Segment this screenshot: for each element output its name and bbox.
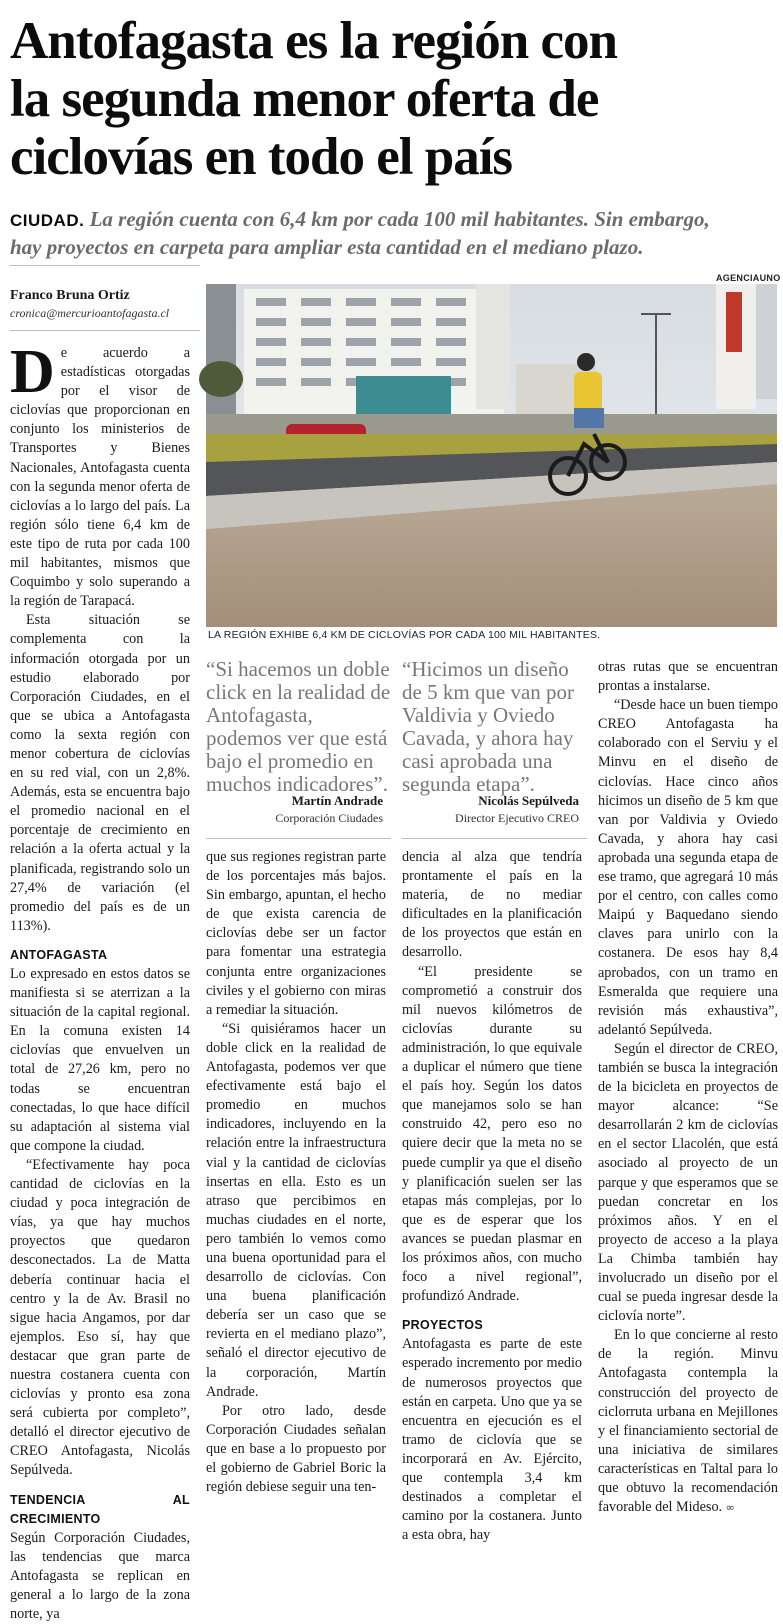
paragraph: e acuerdo a estadísticas otorgadas por el visor de ciclovías que proporcionan en conjunto los ministerios de Transportes y Bienes Nacionales, Antofagasta cuenta con la segunda menor oferta de ciclovías a lo largo del país. La región sólo tiene 6,4 km de este tipo de ruta por cada 100 mil habitantes, mismos que Coquimbo y solo superando a la región de Tarapacá. <box>10 345 190 610</box>
paragraph: “El presidente se comprometió a construir dos mil nuevos kilómetros de ciclovías durante su administración, lo que equivale a duplicar el número que tiene el país hoy. Según los datos que manejamos solo se han construido 42, pero eso no quiere decir que la meta no se puede cumplir ya que el diseño y planificación suelen ser las etapas más complejas, por lo que es de esperar que los avances se puedan plasmar en los próximos años, con mucho foco a nivel regional”, profundizó Andrade. <box>402 963 582 1305</box>
photo-credit: AGENCIAUNO <box>716 273 781 283</box>
paragraph: Lo expresado en estos datos se manifiesta si se aterrizan a la situación de la capital regional. En la comuna existen 14 ciclovías que envuelven un total de 27,26 km, pero no todas se encuentran conectadas, lo que hace difícil su adaptación al sistema vial que compone la ciudad. <box>10 966 190 1154</box>
paragraph: Según el director de CREO, también se busca la integración de la bicicleta en proyectos de mayor alcance: “Se desarrollarán 2 km de ciclovías en el sector Llacolén, que está asociado al proyecto de un parque y que esperamos que se puedan concretar en los próximos años. Y en el proyecto de acceso a la playa La Chimba también hay involucrado un diseño por el cual se pueda ingresar desde la ciclovía norte”. <box>598 1040 778 1325</box>
quote-author-name: Martín Andrade <box>291 793 383 808</box>
pull-quote-text: “Si hacemos un doble click en la realidad de Antofagasta, podemos ver que está bajo el promedio en muchos indicadores”. <box>206 657 391 796</box>
divider <box>10 330 200 331</box>
paragraph: dencia al alza que tendría prontamente el país en la materia, de no mediar dificultades en la planificación de los proyectos que están en desarrollo. <box>402 849 582 961</box>
paragraph: Esta situación se complementa con la información otorgada por un estudio elaborado por Corporación Ciudades, en el que se ubica a Antofagasta como la sexta región con menor cobertura de ciclovías en su red vial, con un 2,8%. Además, esta se encuentra bajo el promedio nacional en el porcentaje de crecimiento en relación a la oferta actual y la planificada, registrando solo un 27,4% de variación (el promedio del país es de un 113%). <box>10 612 190 934</box>
pull-quote <box>206 658 391 796</box>
headline-line-3: ciclovías en todo el país <box>10 128 513 186</box>
photo-cyclist-on-bike-path <box>206 284 777 627</box>
headline-line-1: Antofagasta es la región con <box>10 12 617 70</box>
paragraph <box>598 1326 778 1517</box>
byline-email: cronica@mercurioantofagasta.cl <box>10 306 170 320</box>
section-kicker: CIUDAD. <box>10 211 85 230</box>
article-column-4 <box>598 658 778 1517</box>
paragraph: Antofagasta es parte de este esperado incremento por medio de numerosos proyectos que están en carpeta. Uno que ya se encuentra en ejecución es el tramo de ciclovía que se incorporará en Av. Ejército, que contempla 3,4 km destinados a completar el camino por la costanera. Junto a esta obra, hay <box>402 1336 582 1544</box>
end-mark-icon: ∞ <box>725 1501 735 1515</box>
divider <box>10 265 200 266</box>
deck <box>10 206 780 260</box>
paragraph: otras rutas que se encuentran prontas a instalarse. <box>598 659 778 695</box>
headline-line-2: la segunda menor oferta de <box>10 70 599 128</box>
quote-author-role: Director Ejecutivo CREO <box>455 811 579 825</box>
section-subhead: PROYECTOS <box>402 1318 483 1333</box>
paragraph-text: En lo que concierne al resto de la región. Minvu Antofagasta contempla la construcción del proyecto de ciclorruta urbana en Mejillones y el financiamiento sectorial de una iniciativa de similares características en Taltal para lo que obtuvo la recomendación favorable del Mideso. <box>598 1327 778 1516</box>
byline-name: Franco Bruna Ortiz <box>10 288 130 303</box>
paragraph: “Desde hace un buen tiempo CREO Antofagasta ha colaborado con el Serviu y el Minvu en el diseño de ciclovías. Hace cinco años hicimos un diseño de 5 km que van por Valdivia y Oviedo Cavada, y ahora hay casi aprobada una segunda etapa de ese tramo, que agregará 10 más por el centro, con calles como Maipú y Baquedano siendo claves para unirlo con la costanera. De esos hay 8,4 aprobados, con un tramo en Esmeralda que requiere una revisión más exhaustiva”, adelantó Sepúlveda. <box>598 697 778 1038</box>
section-subhead: TENDENCIA AL CRECIMIENTO <box>10 1492 190 1526</box>
deck-line-2: hay proyectos en carpeta para ampliar esta cantidad en el mediano plazo. <box>10 235 644 259</box>
quote-author-name: Nicolás Sepúlveda <box>478 793 579 808</box>
quote-author-role: Corporación Ciudades <box>275 811 383 825</box>
divider <box>206 838 391 839</box>
paragraph: “Si quisiéramos hacer un doble click en la realidad de Antofagasta, podemos ver que efectivamente está bajo el promedio en muchos indicadores, incluyendo en la relación entre la infraestructura vial y la cantidad de ciclovías insertas en ella. Esto es un atraso que percibimos en muchas ciudades en el norte, pero también lo vemos como una buena oportunidad para el desarrollo de ciclovías. Con una buena planificación debería ser un caso que se revierta en el mediano plazo”, señaló el director ejecutivo de la corporación, Martín Andrade. <box>206 1020 386 1400</box>
divider <box>402 838 587 839</box>
article-column-1 <box>10 338 190 1624</box>
article-column-2 <box>206 848 386 1497</box>
news-photo <box>206 284 777 627</box>
pull-quote-text: “Hicimos un diseño de 5 km que van por Valdivia y Oviedo Cavada, y ahora hay casi aprobada una segunda etapa”. <box>402 657 575 796</box>
paragraph: que sus regiones registran parte de los porcentajes más bajos. Sin embargo, apuntan, el hecho de que exista carencia de ciclovías debe ser un factor para fomentar una estrategia conjunta entre organizaciones civiles y el gobierno con miras a remediar la situación. <box>206 849 386 1018</box>
paragraph: Por otro lado, desde Corporación Ciudades señalan que en base a lo propuesto por el gobierno de Gabriel Boric la región debiese seguir una ten- <box>206 1402 386 1496</box>
deck-line-1: La región cuenta con 6,4 km por cada 100 mil habitantes. Sin embargo, <box>89 207 710 231</box>
article-column-3 <box>402 848 582 1545</box>
pull-quote <box>402 658 584 796</box>
headline <box>10 12 780 186</box>
drop-cap: D <box>10 338 55 406</box>
section-subhead: ANTOFAGASTA <box>10 947 108 962</box>
paragraph: Según Corporación Ciudades, las tendencias que marca Antofagasta se replican en general a lo largo de la zona norte, ya <box>10 1529 190 1623</box>
paragraph: “Efectivamente hay poca cantidad de ciclovías en la ciudad y poca integración de vías, ya que hay muchos proyectos que quedaron desconectados. La de Matta debería continuar hacia el centro y la de Av. Brasil no sigue hacia Angamos, por dar ejemplos. Eso sí, hay que destacar que gran parte de nuestra costanera cuenta con ciclovías y pronto esa zona será cubierta por completo”, detalló el director ejecutivo de CREO Antofagasta, Nicolás Sepúlveda. <box>10 1156 190 1479</box>
photo-caption: LA REGIÓN EXHIBE 6,4 KM DE CICLOVÍAS POR CADA 100 MIL HABITANTES. <box>208 629 601 641</box>
